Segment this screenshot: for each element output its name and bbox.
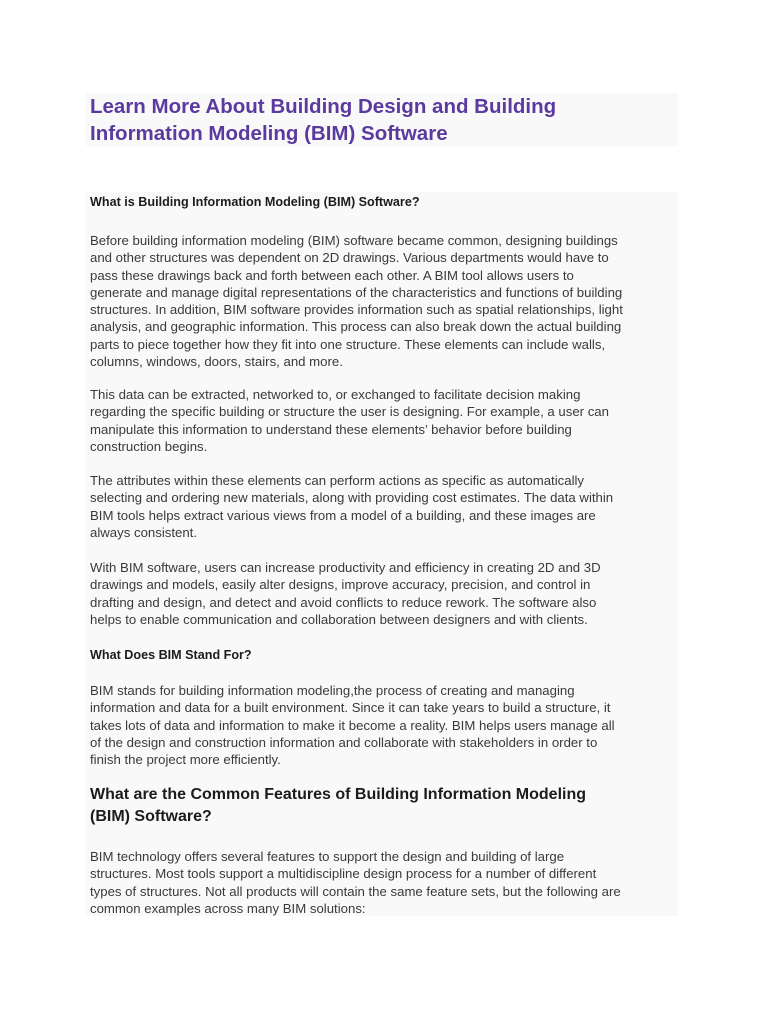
page-title — [90, 93, 674, 147]
heading-line-2: (BIM) Software? — [90, 808, 212, 825]
paragraph-line: helps to enable communication and collaboration between designers and with clients. — [90, 611, 588, 627]
paragraph-line: types of structures. Not all products will contain the same feature sets, but the following are — [90, 883, 621, 899]
paragraph-line: With BIM software, users can increase productivity and efficiency in creating 2D and 3D — [90, 560, 601, 575]
paragraph-line: information and data for a built environment. Since it can take years to build a structure, it — [90, 700, 611, 716]
paragraph-line: and other structures was dependent on 2D drawings. Various departments would have to — [90, 250, 609, 266]
paragraph-line: analysis, and geographic information. This process can also break down the actual building — [90, 319, 622, 335]
paragraph-line: takes lots of data and information to make it become a reality. BIM helps users manage all — [90, 717, 615, 733]
article-body — [86, 192, 678, 916]
page-title-line-2: Information Modeling (BIM) Software — [90, 122, 448, 145]
paragraph-features-intro — [90, 848, 674, 917]
paragraph-line: This data can be extracted, networked to, or exchanged to facilitate decision making — [90, 387, 581, 402]
paragraph-productivity — [90, 559, 674, 628]
paragraph-line: regarding the specific building or structure the user is designing. For example, a user can — [90, 404, 609, 420]
paragraph-line: finish the project more efficiently. — [90, 752, 281, 768]
paragraph-line: structures. Most tools support a multidiscipline design process for a number of different — [90, 866, 597, 882]
heading-common-features — [90, 784, 674, 828]
paragraph-attributes — [90, 472, 674, 541]
paragraph-intro — [90, 232, 674, 370]
paragraph-line: The attributes within these elements can perform actions as specific as automatically — [90, 473, 585, 488]
paragraph-data-extraction — [90, 386, 674, 455]
paragraph-line: drafting and design, and detect and avoid conflicts to reduce rework. The software also — [90, 594, 597, 610]
heading-line-1: What are the Common Features of Building Information Modeling — [90, 786, 586, 803]
title-block — [86, 93, 678, 146]
paragraph-line: of the design and construction information and collaborate with stakeholders in order to — [90, 734, 598, 750]
heading-what-is-bim: What is Building Information Modeling (BIM) Software? — [90, 195, 420, 209]
paragraph-line: parts to piece together how they fit into one structure. These elements can include walls, — [90, 336, 606, 352]
paragraph-line: selecting and ordering new materials, along with providing cost estimates. The data within — [90, 490, 614, 506]
paragraph-line: structures. In addition, BIM software provides information such as spatial relationships, light — [90, 302, 623, 318]
paragraph-line: common examples across many BIM solutions: — [90, 900, 366, 916]
paragraph-line: BIM tools helps extract various views from a model of a building, and these images are — [90, 507, 596, 523]
heading-bim-stand-for: What Does BIM Stand For? — [90, 648, 252, 662]
paragraph-line: construction begins. — [90, 438, 208, 454]
paragraph-line: BIM stands for building information modeling,the process of creating and managing — [90, 683, 575, 698]
paragraph-line: Before building information modeling (BIM) software became common, designing buildings — [90, 233, 618, 248]
paragraph-line: manipulate this information to understand these elements’ behavior before building — [90, 421, 572, 437]
paragraph-line: generate and manage digital representations of the characteristics and functions of building — [90, 284, 623, 300]
paragraph-line: drawings and models, easily alter designs, improve accuracy, precision, and control in — [90, 577, 591, 593]
paragraph-line: BIM technology offers several features to support the design and building of large — [90, 849, 565, 864]
paragraph-line: columns, windows, doors, stairs, and more. — [90, 354, 343, 370]
page-title-line-1: Learn More About Building Design and Building — [90, 95, 557, 118]
paragraph-line: always consistent. — [90, 524, 198, 540]
paragraph-line: pass these drawings back and forth between each other. A BIM tool allows users to — [90, 267, 574, 283]
paragraph-bim-definition — [90, 682, 674, 768]
